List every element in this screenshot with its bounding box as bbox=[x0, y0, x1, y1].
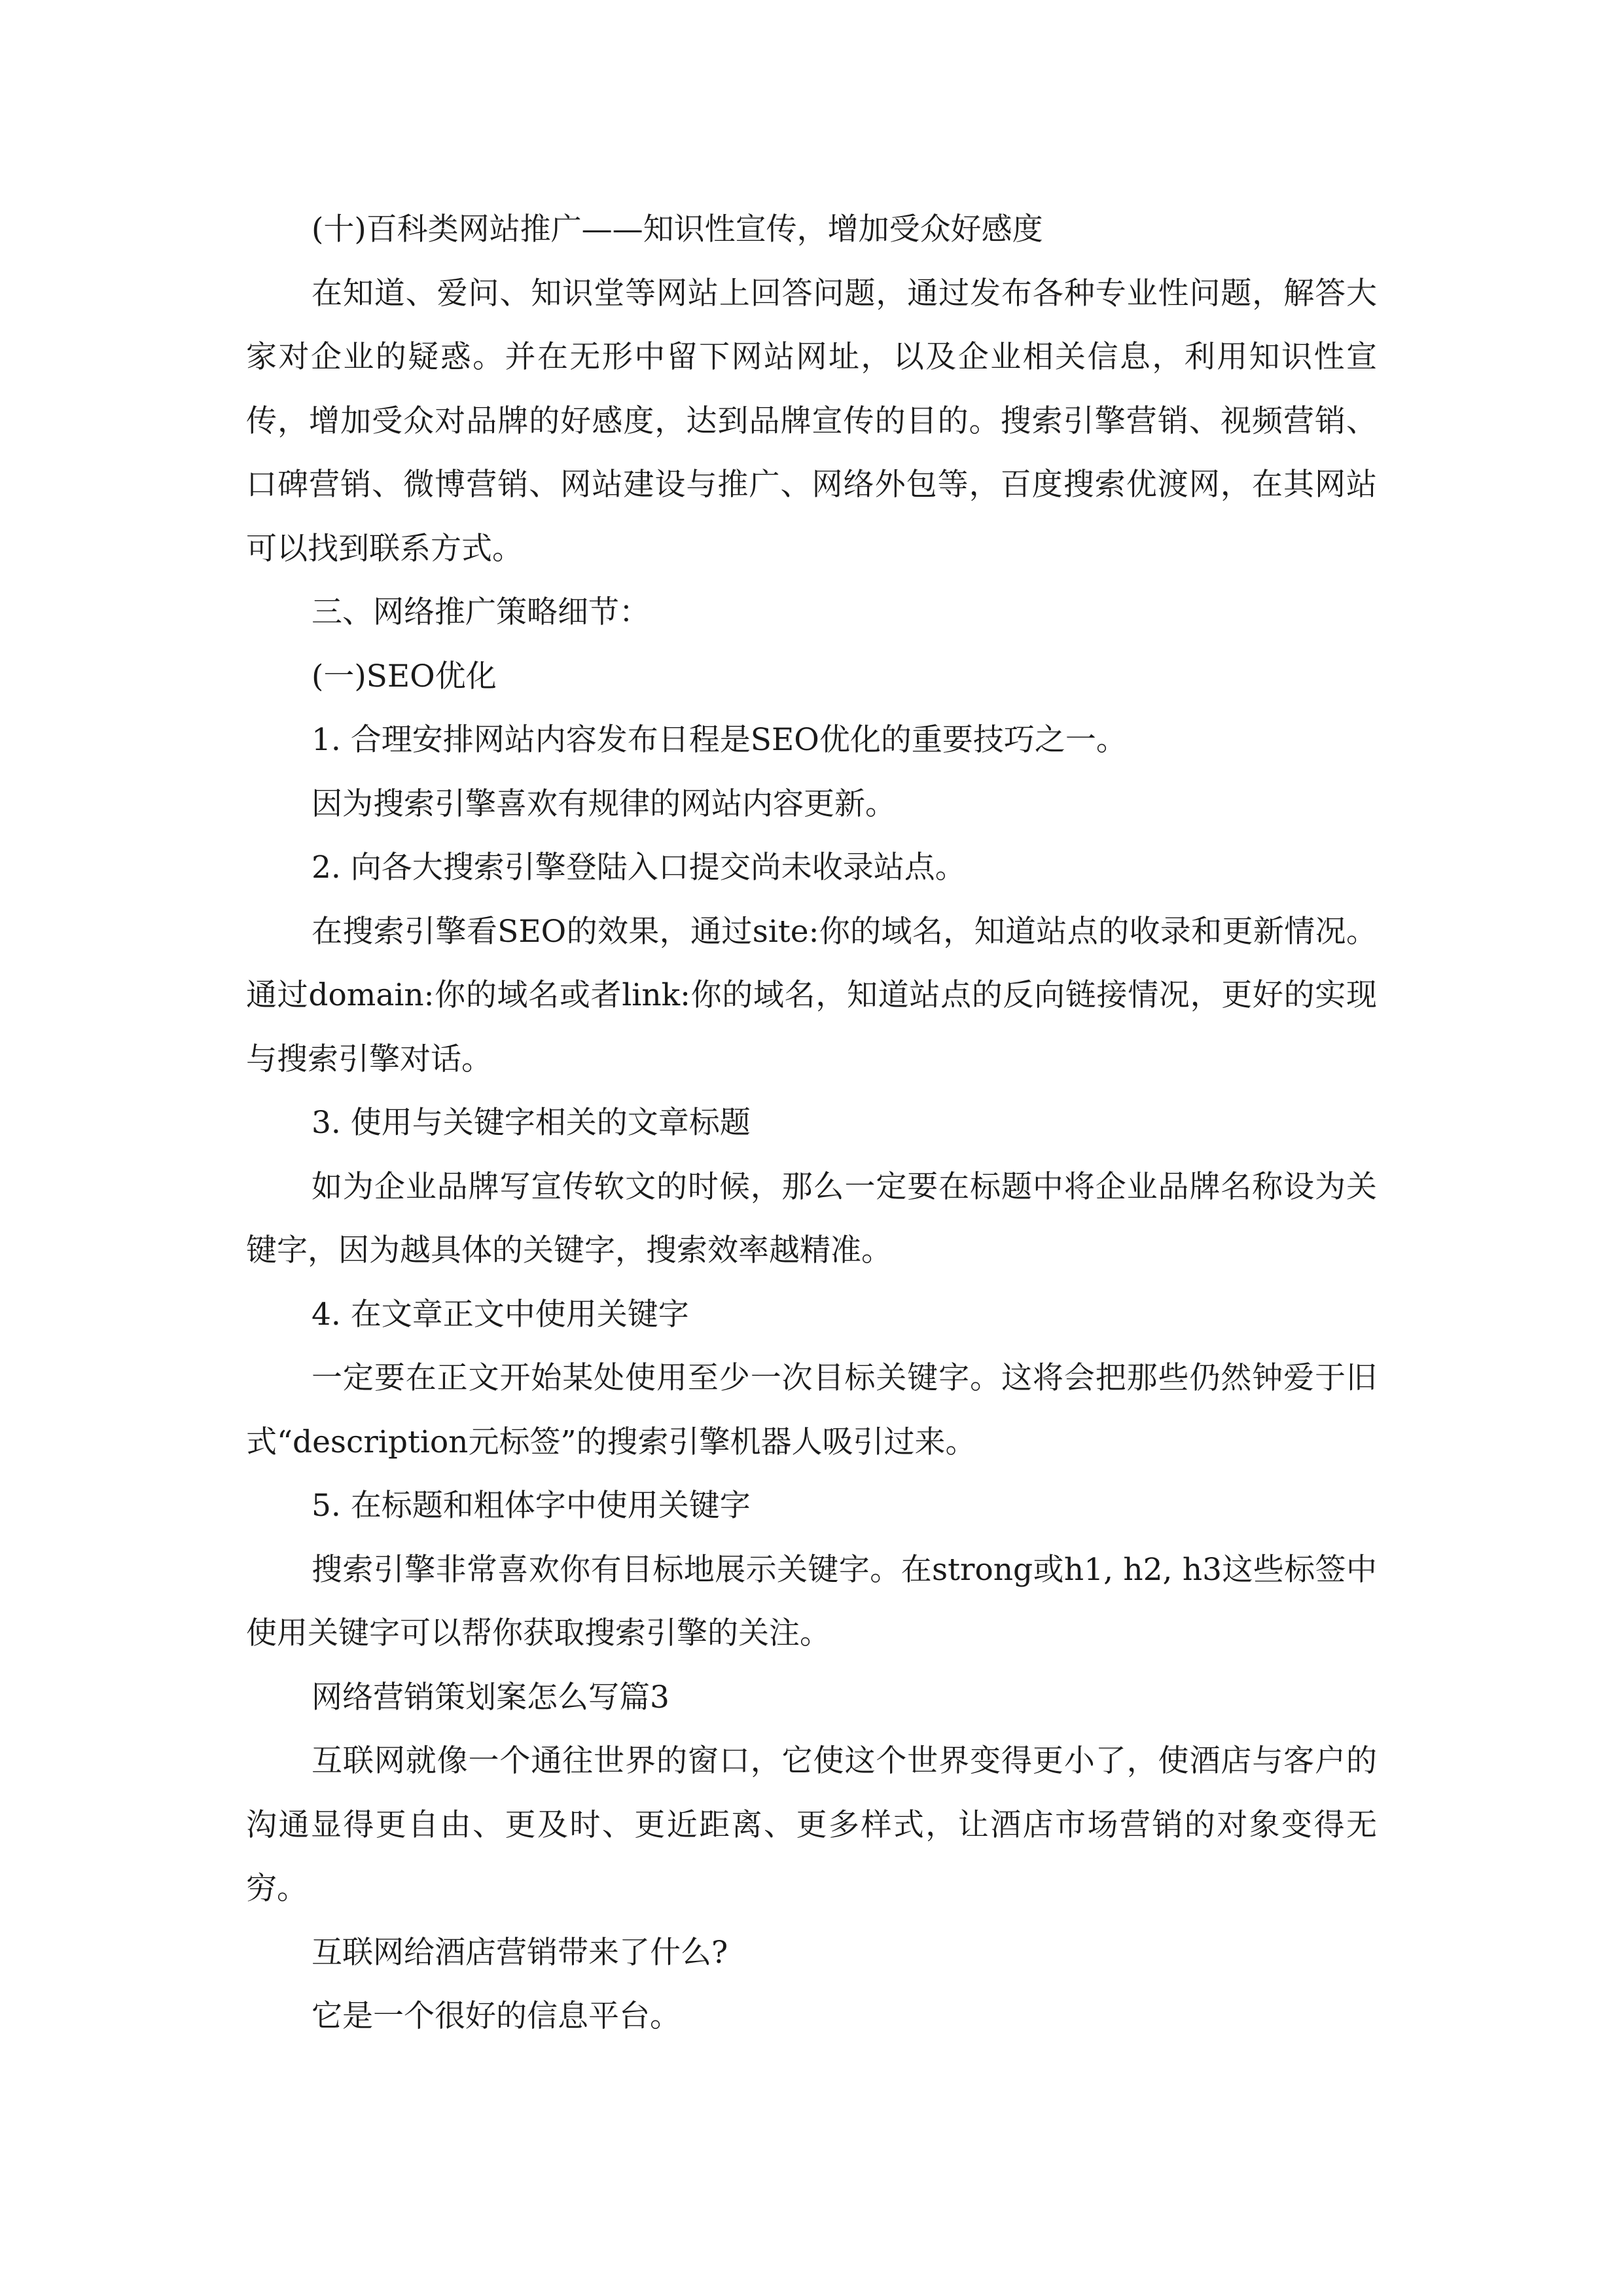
paragraph-baike: 在知道、爱问、知识堂等网站上回答问题，通过发布各种专业性问题，解答大家对企业的疑惑。并在无形中留下网站网址，以及企业相关信息，利用知识性宣传，增加受众对品牌的好感度，达到品牌宣传的目的。搜索引擎营销、视频营销、口碑营销、微博营销、网站建设与推广、网络外包等，百度搜索优渡网，在其网站可以找到联系方式。 bbox=[246, 275, 1377, 567]
section-heading-strategy: 三、网络推广策略细节： bbox=[312, 594, 650, 630]
paragraph-item-2: 在搜索引擎看SEO的效果，通过site:你的域名，知道站点的收录和更新情况。通过domain:你的域名或者link:你的域名，知道站点的反向链接情况，更好的实现与搜索引擎对话。 bbox=[246, 913, 1377, 1077]
list-item-4: 4. 在文章正文中使用关键字 bbox=[312, 1296, 689, 1333]
paragraph-item-3: 如为企业品牌写宣传软文的时候，那么一定要在标题中将企业品牌名称设为关键字，因为越具体的关键字，搜索效率越精准。 bbox=[246, 1168, 1377, 1268]
paragraph-item-1: 因为搜索引擎喜欢有规律的网站内容更新。 bbox=[312, 785, 896, 822]
document-body bbox=[246, 198, 1377, 2049]
list-item-2: 2. 向各大搜索引擎登陆入口提交尚未收录站点。 bbox=[312, 850, 966, 886]
section-heading-baike: (十)百科类网站推广——知识性宣传，增加受众好感度 bbox=[312, 211, 1043, 247]
paragraph-item-4: 一定要在正文开始某处使用至少一次目标关键字。这将会把那些仍然钟爱于旧式“description元标签”的搜索引擎机器人吸引过来。 bbox=[246, 1360, 1377, 1460]
subheading-seo: (一)SEO优化 bbox=[312, 658, 497, 694]
paragraph-platform: 它是一个很好的信息平台。 bbox=[312, 1998, 681, 2034]
list-item-5: 5. 在标题和粗体字中使用关键字 bbox=[312, 1488, 751, 1524]
article-heading-3: 网络营销策划案怎么写篇3 bbox=[312, 1679, 669, 1715]
list-item-3: 3. 使用与关键字相关的文章标题 bbox=[312, 1105, 751, 1141]
list-item-1: 1. 合理安排网站内容发布日程是SEO优化的重要技巧之一。 bbox=[312, 722, 1127, 758]
paragraph-internet-window: 互联网就像一个通往世界的窗口，它使这个世界变得更小了，使酒店与客户的沟通显得更自由、更及时、更近距离、更多样式，让酒店市场营销的对象变得无穷。 bbox=[246, 1743, 1377, 1907]
paragraph-item-5: 搜索引擎非常喜欢你有目标地展示关键字。在strong或h1, h2, h3这些标签中使用关键字可以帮你获取搜索引擎的关注。 bbox=[246, 1551, 1377, 1651]
paragraph-question: 互联网给酒店营销带来了什么? bbox=[312, 1934, 728, 1971]
